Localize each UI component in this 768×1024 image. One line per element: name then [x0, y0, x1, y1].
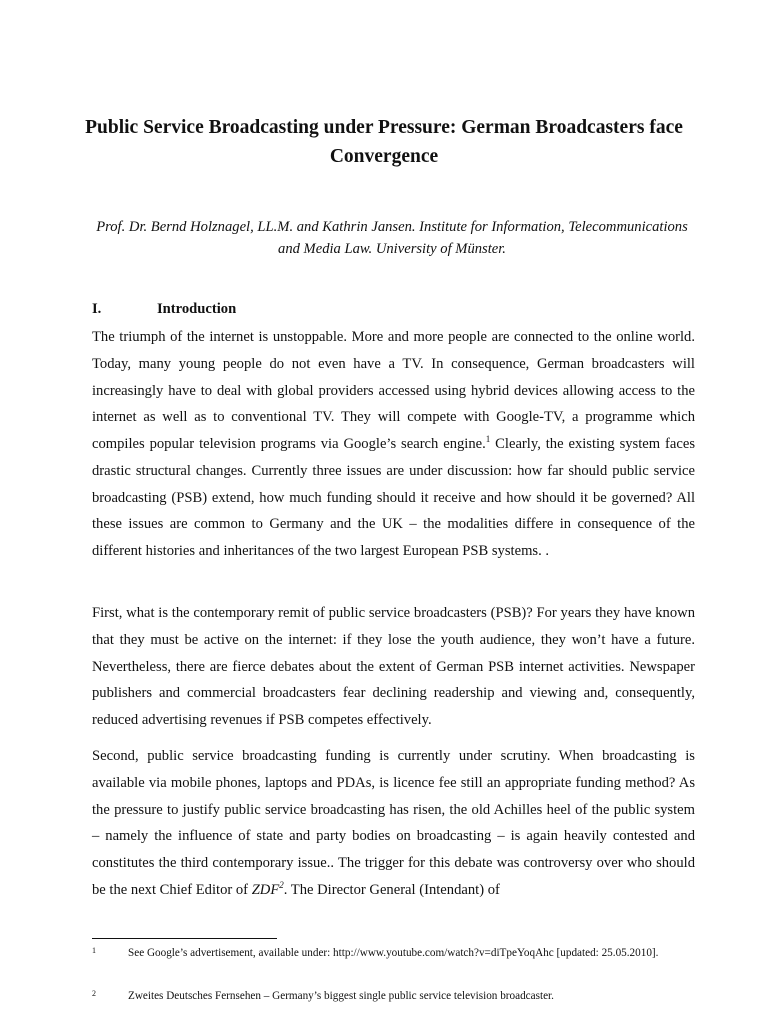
paragraph-1-text-b: Clearly, the existing system faces drastic structural changes. Currently three issues are under discussion: how far should public service broadcasting (PSB) extend, how much funding should it receive and how should it be governed? All these issues are common to Germany and the UK – the modalities differe in consequence of the different histories and inheritances of the two largest European PSB systems. .	[92, 436, 695, 559]
footnote-1-text: See Google’s advertisement, available under: http://www.youtube.com/watch?v=diTpeYoqAhc [updated: 25.05.2010].	[128, 947, 659, 959]
section-number: I.	[92, 301, 102, 317]
section-heading	[92, 298, 236, 320]
zdf-term: ZDF	[251, 881, 280, 898]
footnote-ref-2[interactable]: 2	[279, 879, 284, 890]
paragraph-3-text-a: Second, public service broadcasting funding is currently under scrutiny. When broadcasting is available via mobile phones, laptops and PDAs, is licence fee still an appropriate funding method? As the pressure to justify public service broadcasting has risen, the old Achilles heel of the public system – namely the influence of state and party bodies on broadcasting – is again heavily contested and constitutes the third contemporary issue.. The trigger for this debate was controversy over who should be the next Chief Editor of	[92, 748, 695, 898]
section-title: Introduction	[157, 301, 237, 317]
paragraph-3-text-b: . The Director General (Intendant) of	[283, 881, 500, 898]
paragraph-1-text-a: The triumph of the internet is unstoppable. More and more people are connected to the online world. Today, many young people do not even have a TV. In consequence, German broadcasters will increasingly have to deal with global providers accessed using hybrid devices allowing access to the internet as well as to conventional TV. They will compete with Google-TV, a programme which compiles popular television programs via Google’s search engine.	[92, 329, 695, 452]
footnote-2-text: Zweites Deutsches Fernsehen – Germany’s biggest single public service television broadcaster.	[128, 990, 554, 1002]
footnote-1-number: 1	[92, 946, 96, 955]
author-affiliation: Prof. Dr. Bernd Holznagel, LL.M. and Kathrin Jansen. Institute for Information, Telecommunications and Media Law. University of Münster.	[96, 219, 688, 257]
footnote-1	[92, 945, 695, 962]
paragraph-3	[92, 743, 695, 904]
footnote-2	[92, 988, 695, 1005]
footnote-2-number: 2	[92, 989, 96, 998]
footnote-divider	[92, 938, 277, 939]
paper-title: Public Service Broadcasting under Pressure: German Broadcasters face Convergence	[85, 117, 683, 167]
footnote-ref-1[interactable]: 1	[485, 434, 491, 445]
paragraph-2: First, what is the contemporary remit of public service broadcasters (PSB)? For years they have known that they must be active on the internet: if they lose the youth audience, they won’t have a future. Nevertheless, there are fierce debates about the extent of German PSB internet activities. Newspaper publishers and commercial broadcasters fear declining readership and viewing and, consequently, reduced advertising revenues if PSB competes effectively.	[92, 605, 695, 728]
paragraph-1	[92, 324, 695, 565]
